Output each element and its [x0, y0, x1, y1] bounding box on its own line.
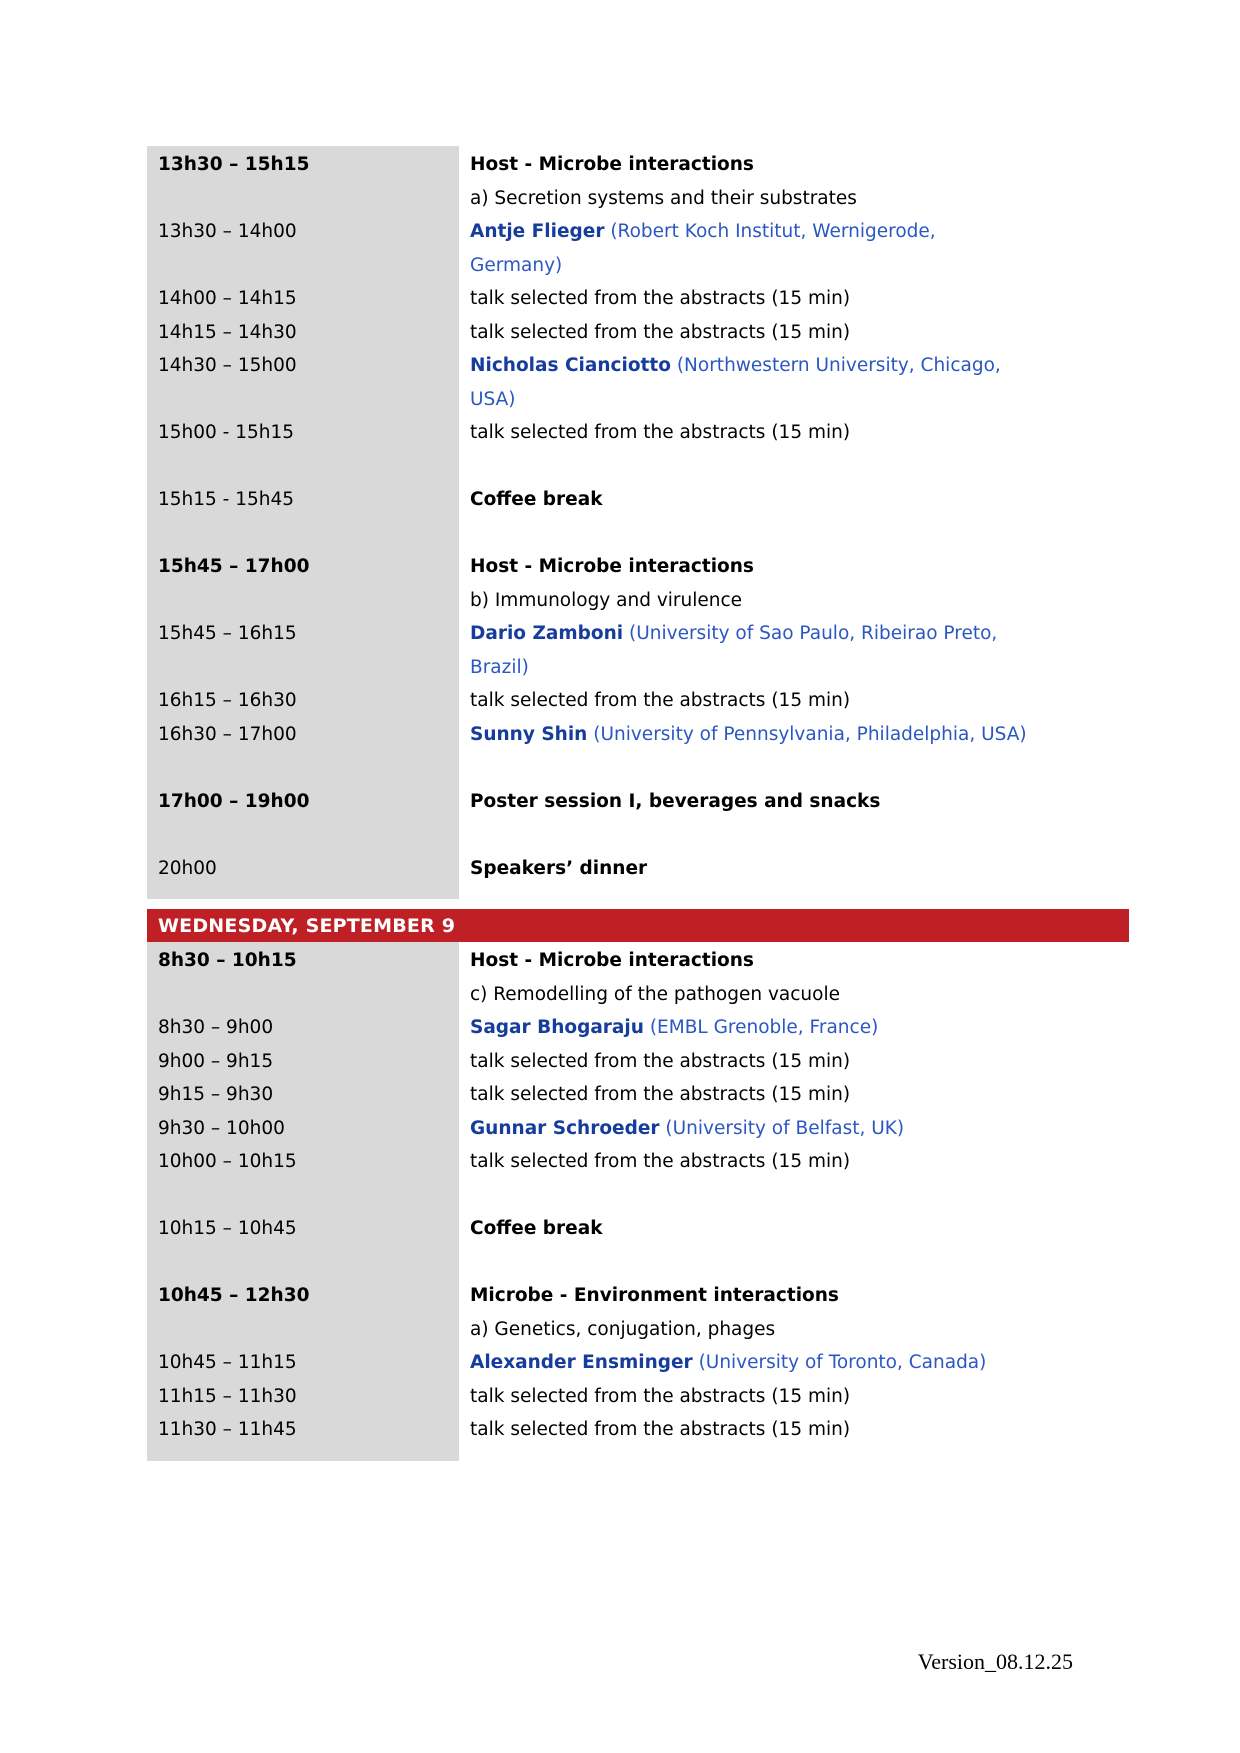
event-label: Poster session I, beverages and snacks — [470, 790, 881, 812]
time-range: 8h30 – 9h00 — [147, 1011, 459, 1045]
speaker-affiliation: (University of Sao Paulo, Ribeirao Preto, — [629, 623, 998, 644]
time-range: 10h00 – 10h15 — [147, 1145, 459, 1179]
conference-program-page — [147, 146, 1129, 1461]
time-range: 8h30 – 10h15 — [147, 944, 459, 1011]
break-label: Coffee break — [470, 489, 603, 510]
speaker-affiliation: (University of Belfast, UK) — [665, 1117, 905, 1139]
break-label: Coffee break — [470, 1218, 603, 1239]
schedule-row-speaker — [147, 1112, 1129, 1146]
table-padding-row — [147, 885, 1129, 899]
session-subtitle: a) Genetics, conjugation, phages — [470, 1318, 776, 1340]
content-cell — [459, 1011, 1129, 1045]
schedule-row-speaker — [147, 617, 1129, 684]
content-cell — [459, 617, 1129, 684]
speaker-line — [470, 215, 1119, 249]
time-range: 14h15 – 14h30 — [147, 316, 459, 350]
speaker-name: Alexander Ensminger — [470, 1352, 693, 1373]
table-padding-row — [147, 1447, 1129, 1461]
schedule-table-tuesday — [147, 146, 1129, 899]
time-range: 13h30 – 15h15 — [147, 148, 459, 215]
talk-description: talk selected from the abstracts (15 min) — [470, 1385, 851, 1407]
event-label: Speakers’ dinner — [470, 857, 648, 879]
speaker-affiliation: (University of Toronto, Canada) — [698, 1352, 987, 1373]
schedule-row-dinner — [147, 852, 1129, 886]
talk-description: talk selected from the abstracts (15 min) — [470, 422, 851, 443]
schedule-row-session — [147, 550, 1129, 617]
session-title: Host - Microbe interactions — [470, 154, 754, 175]
speaker-affiliation-continued: Brazil) — [470, 656, 529, 678]
schedule-row-session — [147, 1279, 1129, 1346]
speaker-line — [470, 1112, 1119, 1146]
speaker-line — [470, 718, 1119, 752]
schedule-row-speaker — [147, 718, 1129, 752]
talk-description: talk selected from the abstracts (15 min) — [470, 1419, 851, 1440]
schedule-row-break — [147, 483, 1129, 517]
content-cell — [459, 718, 1129, 752]
day-header-banner — [147, 909, 1129, 942]
schedule-row-talk — [147, 416, 1129, 450]
time-range: 14h30 – 15h00 — [147, 349, 459, 416]
schedule-row-session — [147, 944, 1129, 1011]
content-cell — [459, 1279, 1129, 1346]
speaker-name: Gunnar Schroeder — [470, 1117, 660, 1139]
session-subtitle: c) Remodelling of the pathogen vacuole — [470, 983, 840, 1005]
empty-row — [147, 1179, 1129, 1213]
session-title: Host - Microbe interactions — [470, 950, 754, 971]
schedule-row-talk — [147, 282, 1129, 316]
talk-description: talk selected from the abstracts (15 min) — [470, 1084, 851, 1105]
schedule-row-talk — [147, 316, 1129, 350]
talk-description: talk selected from the abstracts (15 min) — [470, 288, 851, 309]
content-cell — [459, 550, 1129, 617]
time-range: 17h00 – 19h00 — [147, 785, 459, 819]
speaker-line — [470, 1011, 1119, 1045]
speaker-affiliation: (University of Pennsylvania, Philadelphia, USA) — [593, 723, 1027, 745]
time-range: 20h00 — [147, 852, 459, 886]
content-cell — [459, 349, 1129, 416]
time-range: 16h15 – 16h30 — [147, 684, 459, 718]
time-range: 10h45 – 12h30 — [147, 1279, 459, 1346]
schedule-row-talk — [147, 1078, 1129, 1112]
speaker-line — [470, 349, 1119, 383]
speaker-affiliation: (Robert Koch Institut, Wernigerode, — [610, 221, 936, 242]
schedule-row-session — [147, 148, 1129, 215]
speaker-affiliation-continued: Germany) — [470, 254, 563, 276]
empty-row — [147, 517, 1129, 551]
talk-description: talk selected from the abstracts (15 min) — [470, 321, 851, 343]
time-range: 10h45 – 11h15 — [147, 1346, 459, 1380]
talk-description: talk selected from the abstracts (15 min) — [470, 1151, 851, 1172]
time-range: 10h15 – 10h45 — [147, 1212, 459, 1246]
session-subtitle: b) Immunology and virulence — [470, 589, 743, 611]
speaker-affiliation-continued: USA) — [470, 388, 516, 410]
schedule-row-talk — [147, 1413, 1129, 1447]
time-range: 9h15 – 9h30 — [147, 1078, 459, 1112]
speaker-affiliation: (Northwestern University, Chicago, — [676, 355, 1001, 376]
version-label: Version_08.12.25 — [917, 1649, 1073, 1674]
content-cell — [459, 1112, 1129, 1146]
speaker-line — [470, 1346, 1119, 1380]
schedule-row-talk — [147, 1380, 1129, 1414]
speaker-name: Dario Zamboni — [470, 623, 624, 644]
time-range: 13h30 – 14h00 — [147, 215, 459, 282]
empty-row — [147, 450, 1129, 484]
schedule-table-wednesday — [147, 942, 1129, 1461]
empty-row — [147, 818, 1129, 852]
schedule-row-speaker — [147, 1346, 1129, 1380]
session-subtitle: a) Secretion systems and their substrates — [470, 187, 857, 209]
empty-row — [147, 751, 1129, 785]
talk-description: talk selected from the abstracts (15 min) — [470, 1050, 851, 1072]
speaker-line — [470, 617, 1119, 651]
schedule-row-speaker — [147, 215, 1129, 282]
time-range: 14h00 – 14h15 — [147, 282, 459, 316]
speaker-name: Sunny Shin — [470, 723, 588, 745]
session-title: Microbe - Environment interactions — [470, 1285, 839, 1306]
content-cell — [459, 148, 1129, 215]
content-cell — [459, 1346, 1129, 1380]
session-title: Host - Microbe interactions — [470, 556, 754, 577]
schedule-row-talk — [147, 684, 1129, 718]
schedule-row-break — [147, 1212, 1129, 1246]
empty-row — [147, 1246, 1129, 1280]
speaker-name: Sagar Bhogaraju — [470, 1017, 644, 1038]
talk-description: talk selected from the abstracts (15 min) — [470, 690, 851, 711]
time-range: 15h00 - 15h15 — [147, 416, 459, 450]
section-gap — [147, 899, 1129, 909]
content-cell — [459, 944, 1129, 1011]
day-header-label: WEDNESDAY, SEPTEMBER 9 — [158, 914, 456, 937]
time-range: 11h30 – 11h45 — [147, 1413, 459, 1447]
speaker-name: Nicholas Cianciotto — [470, 355, 671, 376]
schedule-row-talk — [147, 1045, 1129, 1079]
time-range: 15h45 – 17h00 — [147, 550, 459, 617]
time-range: 11h15 – 11h30 — [147, 1380, 459, 1414]
schedule-row-speaker — [147, 349, 1129, 416]
time-range: 15h15 - 15h45 — [147, 483, 459, 517]
schedule-row-poster-session — [147, 785, 1129, 819]
speaker-name: Antje Flieger — [470, 221, 605, 242]
schedule-row-talk — [147, 1145, 1129, 1179]
speaker-affiliation: (EMBL Grenoble, France) — [649, 1017, 879, 1038]
schedule-row-speaker — [147, 1011, 1129, 1045]
time-range: 15h45 – 16h15 — [147, 617, 459, 684]
content-cell — [459, 215, 1129, 282]
time-range: 16h30 – 17h00 — [147, 718, 459, 752]
time-range: 9h30 – 10h00 — [147, 1112, 459, 1146]
time-range: 9h00 – 9h15 — [147, 1045, 459, 1079]
